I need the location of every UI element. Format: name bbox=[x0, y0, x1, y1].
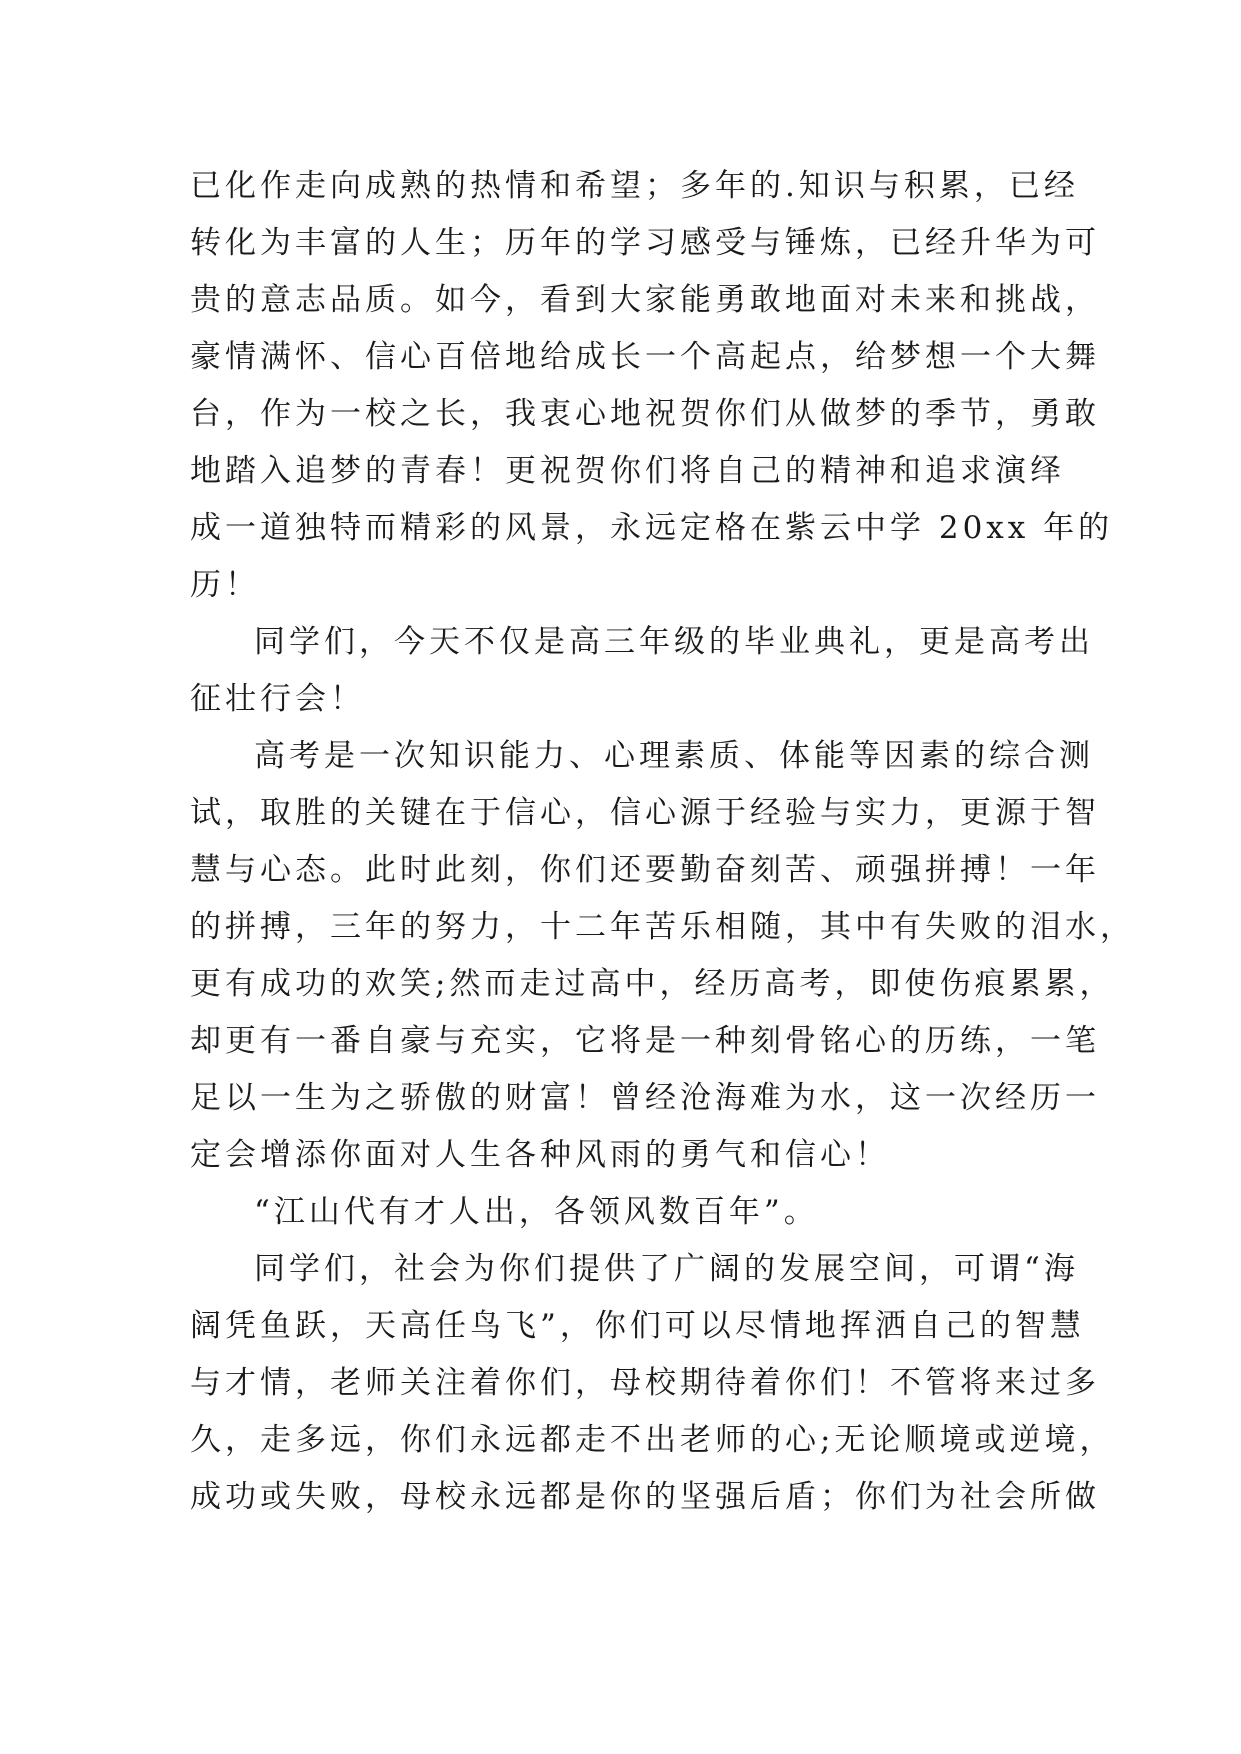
text-line: 阔凭鱼跃，天高任鸟飞”，你们可以尽情地挥洒自己的智慧 bbox=[190, 1308, 1085, 1344]
text-line: 贵的意志品质。如今，看到大家能勇敢地面对未来和挑战， bbox=[190, 282, 1100, 318]
paragraph-start-line: 同学们，今天不仅是高三年级的毕业典礼，更是高考出 bbox=[254, 624, 1094, 660]
text-line: 成功或失败，母校永远都是你的坚强后盾；你们为社会所做 bbox=[190, 1479, 1100, 1515]
text-line: 足以一生为之骄傲的财富！曾经沧海难为水，这一次经历一 bbox=[190, 1080, 1100, 1116]
text-line: 久，走多远，你们永远都走不出老师的心;无论顺境或逆境， bbox=[190, 1422, 1115, 1458]
text-line: 已化作走向成熟的热情和希望；多年的.知识与积累，已经 bbox=[190, 168, 1079, 204]
text-line: 台，作为一校之长，我衷心地祝贺你们从做梦的季节，勇敢 bbox=[190, 396, 1100, 432]
paragraph-start-line: 高考是一次知识能力、心理素质、体能等因素的综合测 bbox=[254, 738, 1094, 774]
text-line: 豪情满怀、信心百倍地给成长一个高起点，给梦想一个大舞 bbox=[190, 339, 1100, 375]
document-body-text bbox=[190, 158, 1135, 1526]
text-line: 地踏入追梦的青春！更祝贺你们将自己的精神和追求演绎 bbox=[190, 453, 1065, 489]
text-line: 历！ bbox=[190, 567, 260, 603]
quote-line: “江山代有才人出，各领风数百年”。 bbox=[254, 1194, 819, 1230]
text-line: 更有成功的欢笑;然而走过高中，经历高考，即使伤痕累累， bbox=[190, 966, 1115, 1002]
text-line: 却更有一番自豪与充实，它将是一种刻骨铭心的历练，一笔 bbox=[190, 1023, 1100, 1059]
text-line: 试，取胜的关键在于信心，信心源于经验与实力，更源于智 bbox=[190, 795, 1100, 831]
text-line: 与才情，老师关注着你们，母校期待着你们！不管将来过多 bbox=[190, 1365, 1100, 1401]
paragraph-start-line: 同学们，社会为你们提供了广阔的发展空间，可谓“海 bbox=[254, 1251, 1079, 1287]
text-line: 慧与心态。此时此刻，你们还要勤奋刻苦、顽强拼搏！一年 bbox=[190, 852, 1100, 888]
text-line: 征壮行会！ bbox=[190, 681, 365, 717]
text-line: 的拼搏，三年的努力，十二年苦乐相随，其中有失败的泪水， bbox=[190, 909, 1135, 945]
text-line: 定会增添你面对人生各种风雨的勇气和信心！ bbox=[190, 1137, 890, 1173]
text-line: 转化为丰富的人生；历年的学习感受与锤炼，已经升华为可 bbox=[190, 225, 1100, 261]
text-line: 成一道独特而精彩的风景，永远定格在紫云中学 20xx 年的 bbox=[190, 510, 1114, 546]
